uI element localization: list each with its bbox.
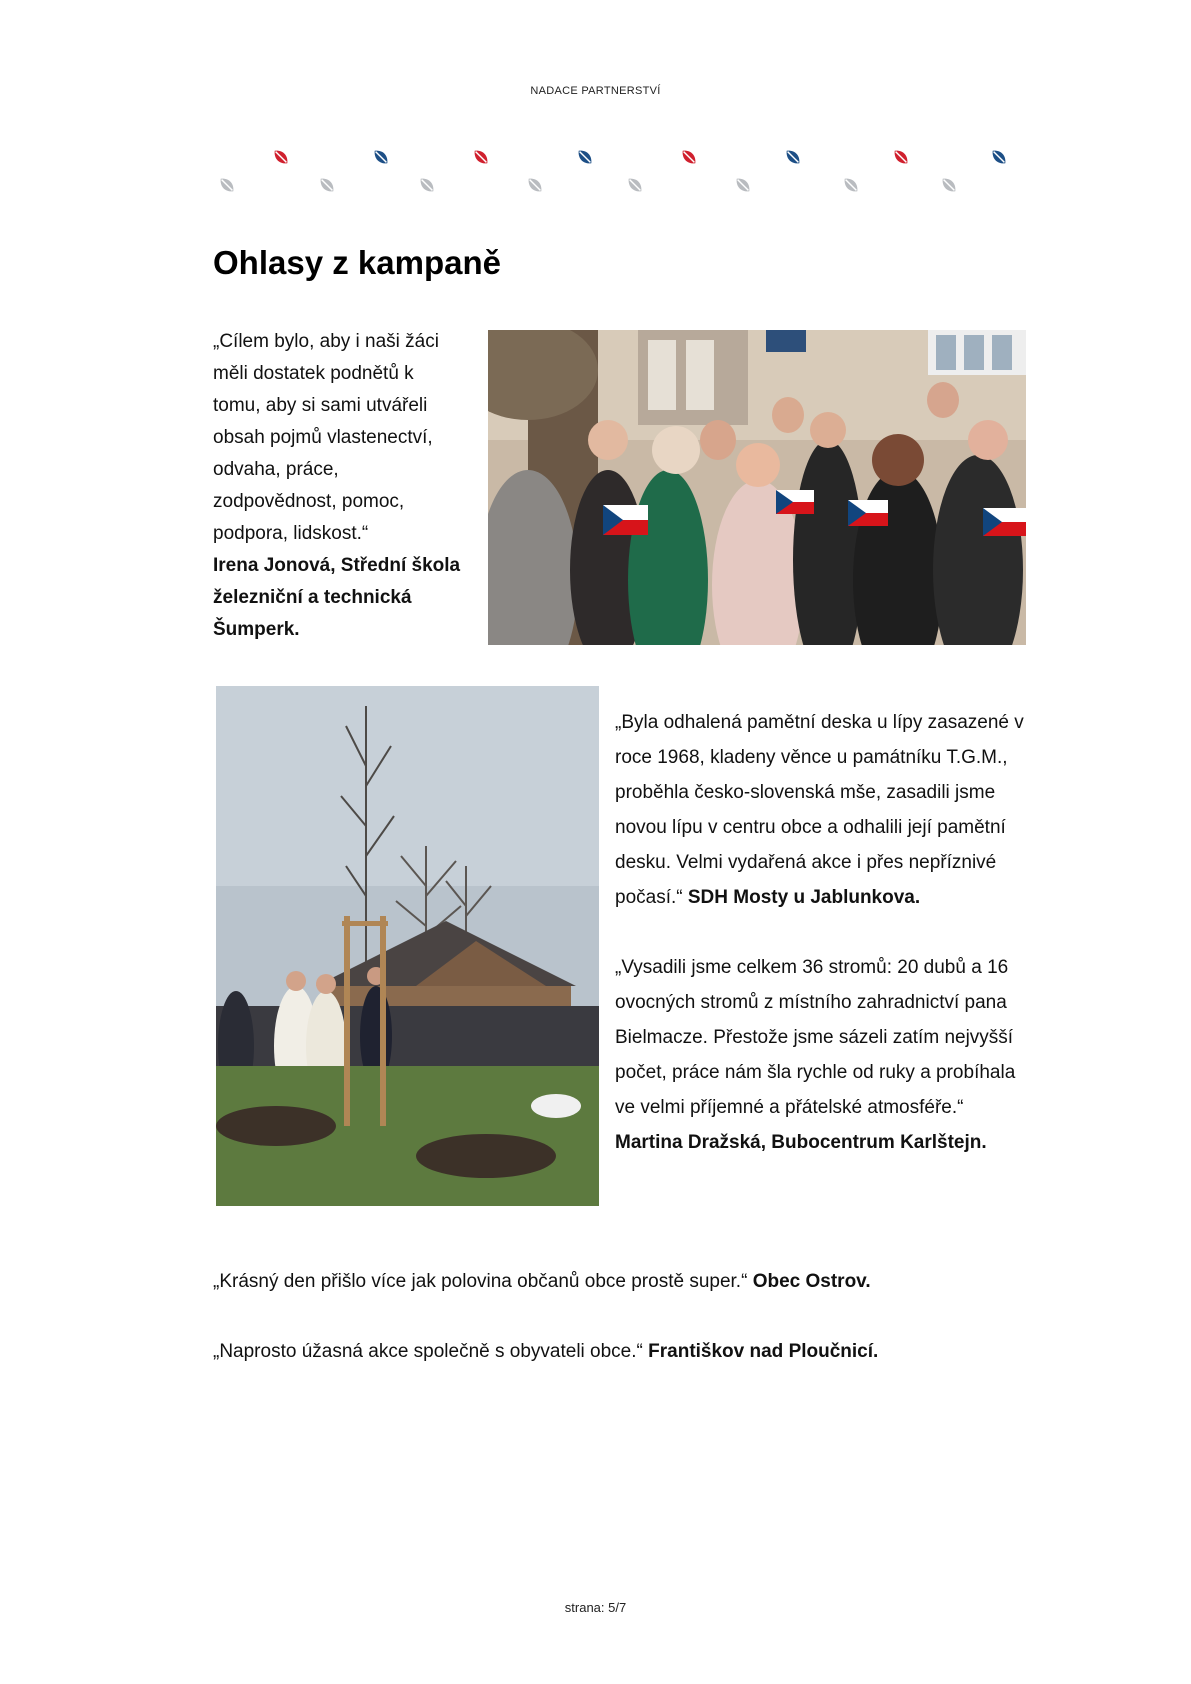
quote-frantiskov <box>213 1336 1113 1368</box>
quote-line: ovocných stromů z místního zahradnictví pana <box>615 992 1007 1013</box>
leaf-icon <box>784 148 802 166</box>
quote-line: Bielmacze. Přestože jsme sázeli zatím nejvyšší <box>615 1027 1014 1048</box>
leaf-icon <box>472 148 490 166</box>
quote-text: „Krásný den přišlo více jak polovina občanů obce prostě super.“ <box>213 1271 753 1292</box>
quote-line: obsah pojmů vlastenectví, <box>213 427 433 448</box>
quote-line: roce 1968, kladeny věnce u památníku T.G.M., <box>615 747 1008 768</box>
quote-source: Martina Dražská, Bubocentrum Karlštejn. <box>615 1132 987 1153</box>
quote-line: zodpovědnost, pomoc, <box>213 491 405 512</box>
leaf-icon <box>842 176 860 194</box>
leaf-icon <box>626 176 644 194</box>
quote-line: „Vysadili jsme celkem 36 stromů: 20 dubů a 16 <box>615 957 1009 978</box>
quote-line: „Byla odhalená pamětní deska u lípy zasazené v <box>615 712 1024 733</box>
photo-crowd-with-flags <box>488 330 1026 645</box>
leaf-icon <box>418 176 436 194</box>
quote-text: počasí.“ <box>615 887 688 908</box>
leaf-icon <box>576 148 594 166</box>
quote-line: tomu, aby si sami utvářeli <box>213 395 428 416</box>
leaf-icon <box>940 176 958 194</box>
quote-sdh-mosty <box>615 705 1055 915</box>
quote-source: Obec Ostrov. <box>752 1271 871 1292</box>
leaf-icon <box>372 148 390 166</box>
leaf-icon <box>892 148 910 166</box>
quote-text: „Naprosto úžasná akce společně s obyvateli obce.“ <box>213 1341 649 1362</box>
quote-line: novou lípu v centru obce a odhalili její pamětní <box>615 817 1006 838</box>
quote-line: měli dostatek podnětů k <box>213 363 414 384</box>
quote-line-last <box>615 880 1055 915</box>
quote-bubocentrum <box>615 950 1055 1160</box>
page-number: strana: 5/7 <box>564 1600 627 1615</box>
quote-jonova <box>213 326 463 646</box>
page-title: Ohlasy z kampaně <box>213 244 501 281</box>
quote-line: desku. Velmi vydařená akce i přes nepříznivé <box>615 852 997 873</box>
leaf-icon <box>680 148 698 166</box>
quote-line: proběhla česko-slovenská mše, zasadili jsme <box>615 782 996 803</box>
leaf-icon <box>218 176 236 194</box>
quote-source: SDH Mosty u Jablunkova. <box>687 887 921 908</box>
quote-line: počet, práce nám šla rychle od ruky a probíhala <box>615 1062 1016 1083</box>
quote-obec-ostrov <box>213 1266 1113 1298</box>
quote-line: ve velmi příjemné a přátelské atmosféře.“ <box>615 1097 964 1118</box>
quote-source: železniční a technická <box>213 587 412 608</box>
header-org: NADACE PARTNERSTVÍ <box>530 85 661 97</box>
quote-line: „Cílem bylo, aby i naši žáci <box>213 331 439 352</box>
quote-line: odvaha, práce, <box>213 459 339 480</box>
leaf-icon <box>272 148 290 166</box>
leaf-icon <box>990 148 1008 166</box>
leaf-icon <box>734 176 752 194</box>
quote-line: podpora, lidskost.“ <box>213 523 369 544</box>
leaf-decoration <box>0 0 1191 210</box>
leaf-icon <box>526 176 544 194</box>
quote-source: Šumperk. <box>213 619 300 640</box>
leaf-icon <box>318 176 336 194</box>
quote-source: Irena Jonová, Střední škola <box>213 555 461 576</box>
quote-source: Františkov nad Ploučnicí. <box>648 1341 879 1362</box>
photo-tree-planting <box>216 686 599 1206</box>
